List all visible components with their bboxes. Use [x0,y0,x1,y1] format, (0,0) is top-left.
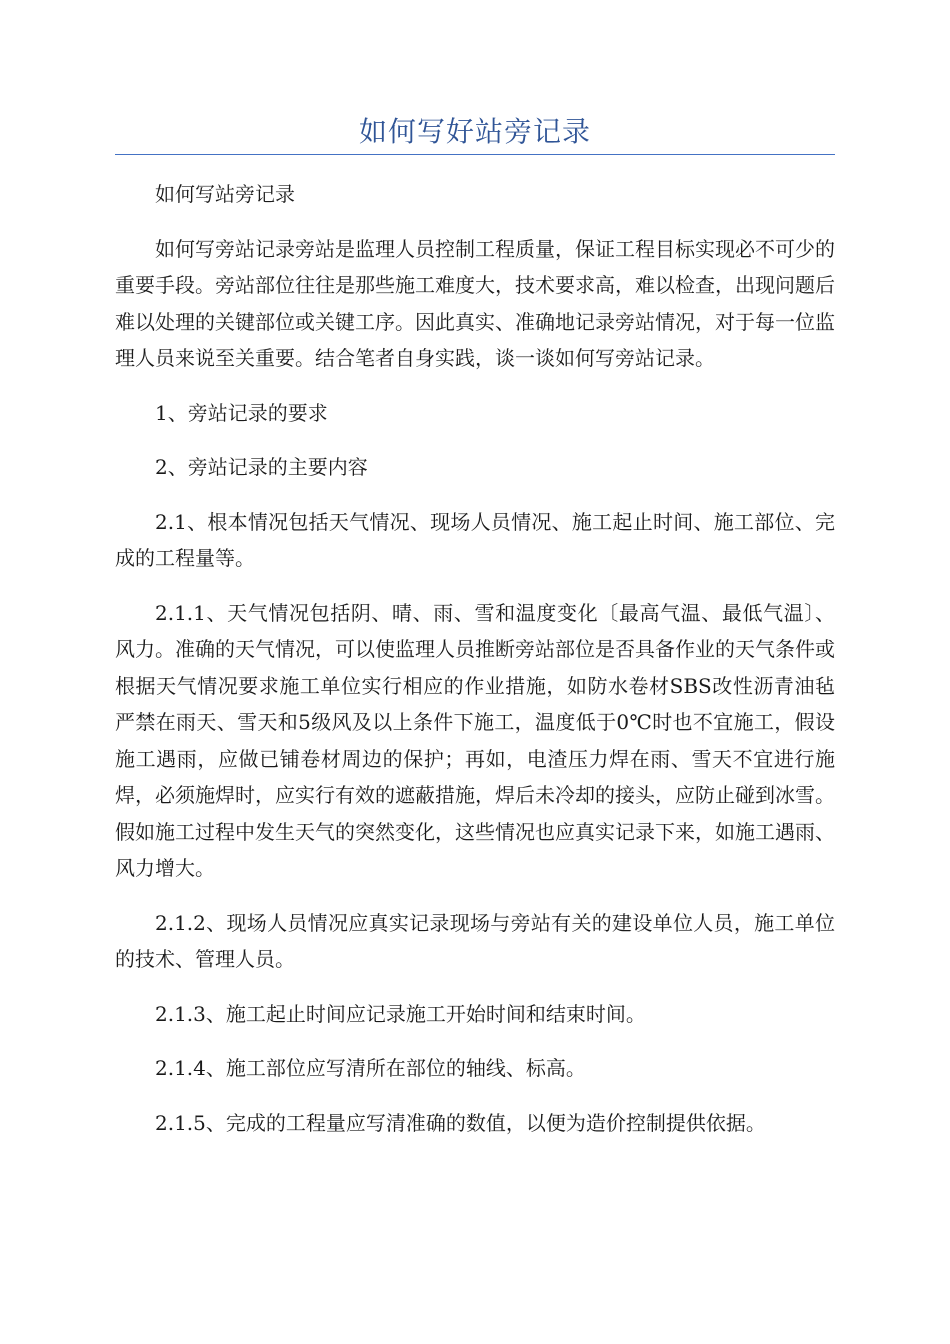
heading-section-1: 1、旁站记录的要求 [155,400,328,425]
paragraph-2-1-5: 2.1.5、完成的工程量应写清准确的数值，以便为造价控制提供依据。 [155,1110,766,1135]
paragraph-2-1: 2.1、根本情况包括天气情况、现场人员情况、施工起止时间、施工部位、完成的工程量等。 [115,509,835,570]
paragraph-2-1-2: 2.1.2、现场人员情况应真实记录现场与旁站有关的建设单位人员，施工单位的技术、管理人员。 [115,910,835,971]
document-body [115,176,835,1159]
document-title: 如何写好站旁记录 [358,115,591,148]
title-underline [115,154,835,155]
heading-section-2: 2、旁站记录的主要内容 [155,455,368,479]
paragraph-2-1-4: 2.1.4、施工部位应写清所在部位的轴线、标高。 [155,1056,586,1080]
paragraph-2-1-3: 2.1.3、施工起止时间应记录施工开始时间和结束时间。 [155,1001,646,1026]
paragraph-2-1-1: 2.1.1、天气情况包括阴、晴、雨、雪和温度变化〔最高气温、最低气温〕、风力。准确的天气情况，可以使监理人员推断旁站部位是否具备作业的天气条件或根据天气情况要求施工单位实行相应的作业措施，如防水卷材SBS改性沥青油毡严禁在雨天、雪天和5级风及以上条件下施工，温度低于0℃时也不宜施工，假设施工遇雨，应做已铺卷材周边的保护；再如，电渣压力焊在雨、雪天不宜进行施焊，必须施焊时，应实行有效的遮蔽措施，焊后未冷却的接头，应防止碰到冰雪。假如施工过程中发生天气的突然变化，这些情况也应真实记录下来，如施工遇雨、风力增大。 [115,600,835,880]
paragraph-subtitle: 如何写站旁记录 [155,182,295,206]
paragraph-intro: 如何写旁站记录旁站是监理人员控制工程质量，保证工程目标实现必不可少的重要手段。旁站部位往往是那些施工难度大，技术要求高，难以检查，出现问题后难以处理的关键部位或关键工序。因此真实、准确地记录旁站情况，对于每一位监理人员来说至关重要。结合笔者自身实践，谈一谈如何写旁站记录。 [115,236,835,370]
